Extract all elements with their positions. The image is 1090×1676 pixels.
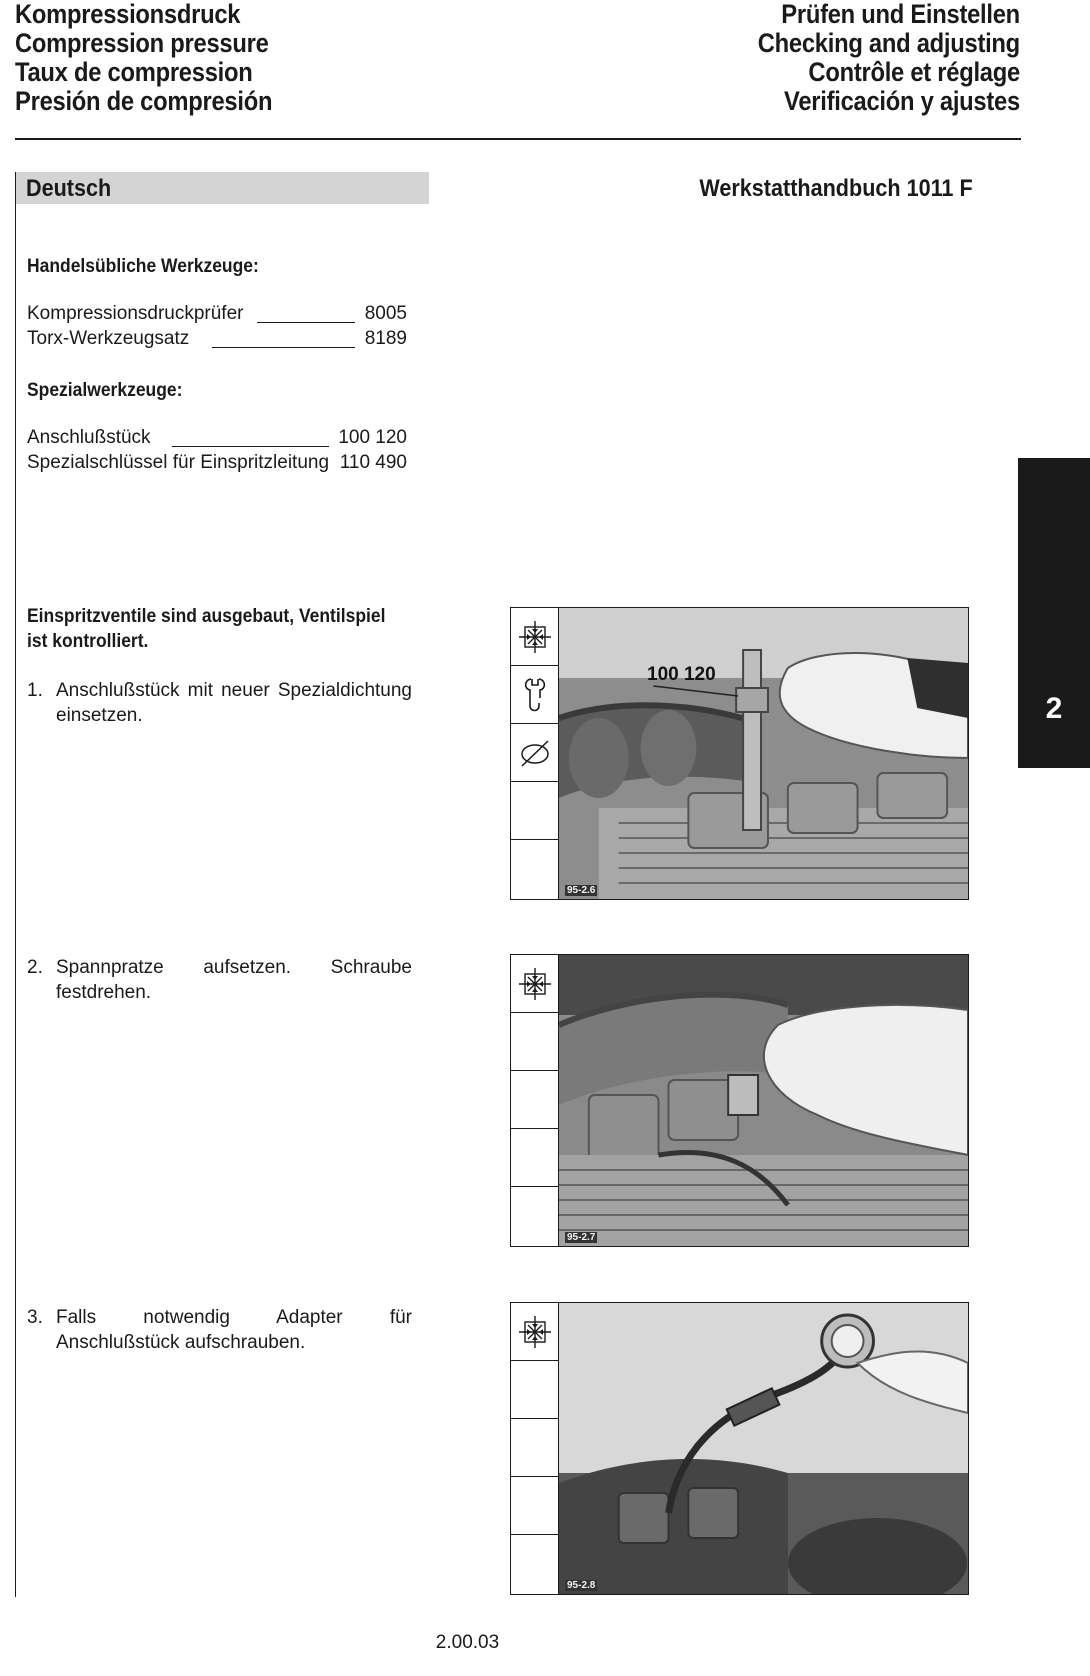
tool-number: 110 490: [339, 452, 407, 473]
figure-3: [510, 1302, 969, 1595]
tool-name: Spezialschlüssel für Einspritzleitung: [27, 452, 333, 474]
tool-number: 8189: [364, 328, 407, 349]
header-rule: [15, 138, 1021, 140]
figure-icon-column: [511, 1303, 559, 1594]
titles-left: [15, 0, 307, 116]
tool-row: [27, 427, 407, 452]
diameter-icon: [518, 738, 552, 768]
step-number: 2.: [27, 957, 43, 978]
torque-arrows-icon: [518, 967, 552, 1001]
subtitle-fr: Contrôle et réglage: [808, 57, 1020, 87]
subtitle-es: Verificación y ajustes: [784, 86, 1020, 116]
left-margin-rule: [15, 172, 16, 1597]
step-text: Spannpratze aufsetzen. Schraube festdrehen.: [56, 957, 412, 1003]
title-de: Kompressionsdruck: [15, 0, 241, 29]
engine-photo: [559, 955, 968, 1246]
engine-photo: [559, 1303, 968, 1594]
commercial-tools-heading: Handelsübliche Werkzeuge:: [27, 256, 259, 277]
title-es: Presión de compresión: [15, 86, 273, 116]
engine-photo: [559, 608, 968, 899]
tool-name: Torx-Werkzeugsatz: [27, 328, 193, 350]
figure-2: [510, 954, 969, 1247]
title-fr: Taux de compression: [15, 57, 253, 87]
tool-number: 8005: [364, 303, 407, 324]
subtitle-de: Prüfen und Einstellen: [781, 0, 1020, 29]
special-tools-heading: Spezialwerkzeuge:: [27, 380, 183, 401]
wrench-icon: [519, 676, 551, 714]
section-tab-number: 2: [1045, 692, 1063, 725]
subtitle-en: Checking and adjusting: [757, 28, 1020, 58]
figure-code: 95-2.8: [567, 1580, 596, 1591]
figure-1: [510, 607, 969, 900]
torque-arrows-icon: [518, 1315, 552, 1349]
tool-number: 100 120: [338, 427, 407, 448]
figure-code: 95-2.6: [567, 885, 596, 896]
titles-right: [722, 0, 1020, 116]
torque-arrows-icon: [518, 620, 552, 654]
page-number: 2.00.03: [435, 1632, 500, 1653]
tool-row: [27, 452, 407, 477]
step-2: [27, 955, 412, 1005]
precondition-line: Einspritzventile sind ausgebaut, Ventilspiel: [27, 606, 386, 627]
step-text: Anschlußstück mit neuer Spezialdichtung einsetzen.: [56, 680, 412, 726]
tool-row: [27, 303, 407, 328]
tool-name: Kompressionsdruckprüfer: [27, 303, 247, 325]
step-number: 3.: [27, 1307, 43, 1328]
figure-code: 95-2.7: [567, 1232, 596, 1243]
step-number: 1.: [27, 680, 43, 701]
figure-icon-column: [511, 608, 559, 899]
language-label: Deutsch: [26, 175, 112, 202]
tool-row: [27, 328, 407, 353]
step-1: [27, 678, 412, 728]
step-3: [27, 1305, 412, 1355]
figure-icon-column: [511, 955, 559, 1246]
tool-name: Anschlußstück: [27, 427, 155, 449]
step-text: Falls notwendig Adapter für Anschlußstück aufschrauben.: [56, 1307, 412, 1353]
precondition-line: ist kontrolliert.: [27, 631, 149, 652]
figure-callout: 100 120: [647, 664, 716, 685]
manual-title: Werkstatthandbuch 1011 F: [699, 175, 973, 202]
title-en: Compression pressure: [15, 28, 269, 58]
